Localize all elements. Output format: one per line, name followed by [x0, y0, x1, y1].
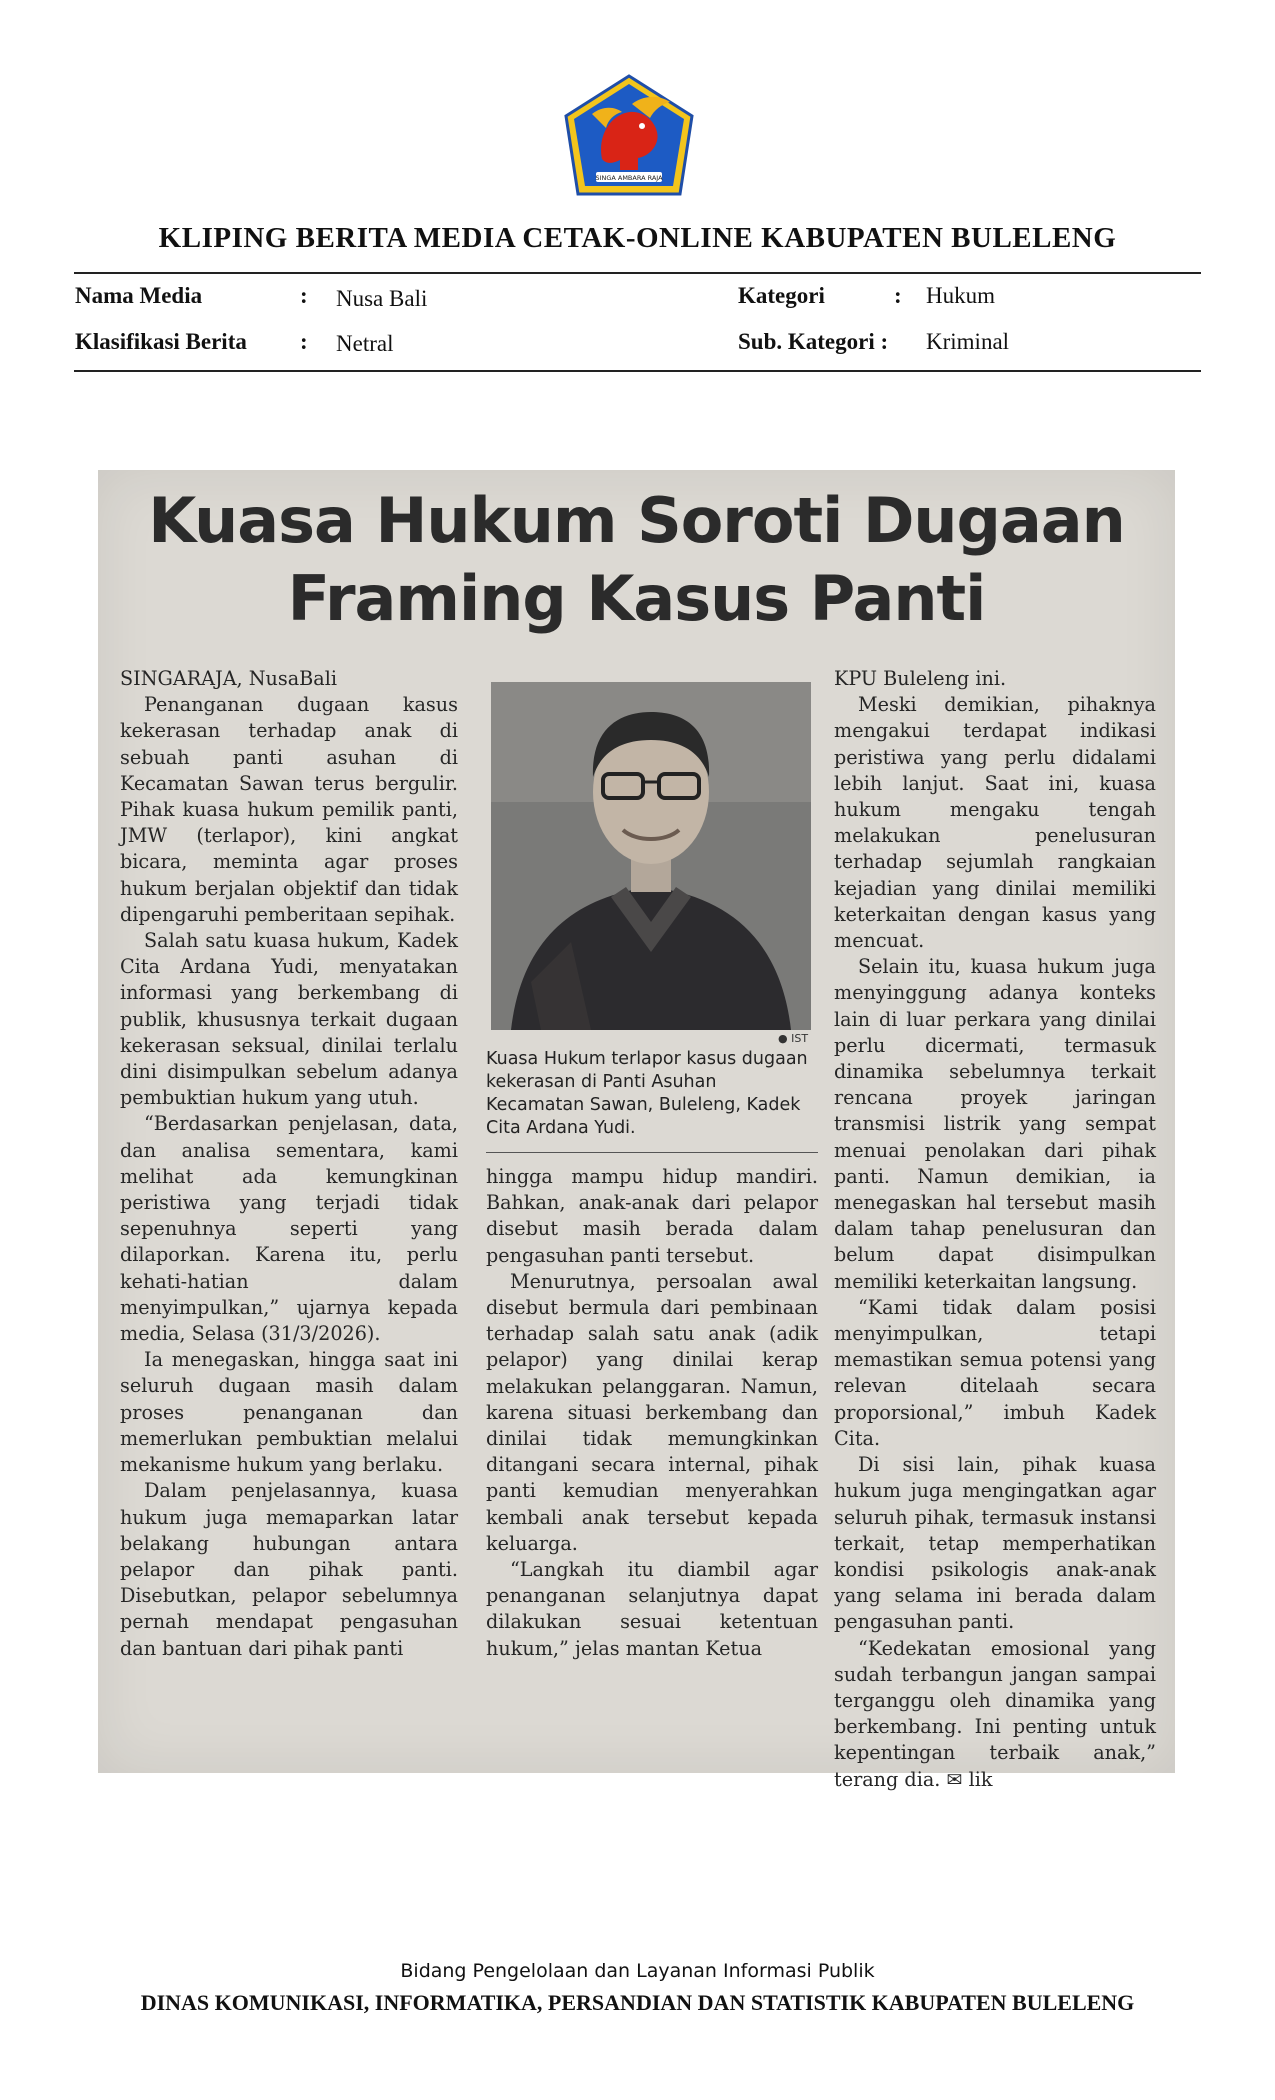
paragraph: Selain itu, kuasa hukum juga menyinggung adanya konteks lain di luar perkara yang dinilai perlu dicermati, termasuk dinamika sebelumnya terkait rencana proyek jaringan transmisi listrik yang sempat menuai penolakan dari pihak panti. Namun demikian, ia menegaskan hal tersebut masih dalam tahap penelusuran dan belum dapat disimpulkan memiliki keterkaitan langsung. — [834, 955, 1156, 1293]
paragraph: KPU Buleleng ini. — [834, 667, 1007, 690]
headline-line-2: Framing Kasus Panti — [287, 562, 986, 635]
nama-media-value: Nusa Bali — [336, 286, 428, 311]
buleleng-logo-icon — [562, 74, 696, 198]
paragraph: “Langkah itu diambil agar penanganan selanjutnya dapat dilakukan sesuai ketentuan hukum,” jelas mantan Ketua — [486, 1558, 818, 1660]
article-column-1 — [120, 666, 458, 1662]
footer-agency: DINAS KOMUNIKASI, INFORMATIKA, PERSANDIAN DAN STATISTIK KABUPATEN BULELENG — [140, 1990, 1135, 2015]
dateline: SINGARAJA, NusaBali — [120, 667, 337, 690]
paragraph: Meski demikian, pihaknya mengakui terdapat indikasi peristiwa yang perlu didalami lebih lanjut. Saat ini, kuasa hukum mengaku tengah melakukan penelusuran terhadap sejumlah rangkaian kejadian yang dinilai memiliki keterkaitan dengan kasus yang mencuat. — [834, 693, 1156, 953]
paragraph: “Berdasarkan penjelasan, data, dan analisa sementara, kami melihat ada kemungkinan peristiwa yang terjadi tidak sepenuhnya seperti yang dilaporkan. Karena itu, perlu kehati-hatian dalam menyimpulkan,” ujarnya kepada media, Selasa (31/3/2026). — [120, 1112, 458, 1346]
paragraph: “Kami tidak dalam posisi menyimpulkan, tetapi memastikan semua potensi yang relevan ditelaah secara proporsional,” imbuh Kadek Cita. — [834, 1295, 1156, 1450]
sub-kategori-value: Kriminal — [926, 329, 1010, 354]
page-title: KLIPING BERITA MEDIA CETAK-ONLINE KABUPATEN BULELENG — [158, 222, 1117, 254]
kategori-value: Hukum — [926, 283, 995, 308]
headline-line-1: Kuasa Hukum Soroti Dugaan — [148, 484, 1125, 557]
photo-caption: Kuasa Hukum terlapor kasus dugaan kekerasan di Panti Asuhan Kecamatan Sawan, Buleleng, Kadek Cita Ardana Yudi. — [486, 1049, 808, 1138]
article-column-2 — [486, 1164, 818, 1662]
paragraph: Penanganan dugaan kasus kekerasan terhadap anak di sebuah panti asuhan di Kecamatan Sawan terus bergulir. Pihak kuasa hukum pemilik panti, JMW (terlapor), kini angkat bicara, meminta agar proses hukum berjalan objektif dan tidak dipengaruhi pemberitaan sepihak. — [120, 693, 458, 926]
colon: : — [300, 329, 308, 354]
sub-kategori-label: Sub. Kategori : — [738, 329, 889, 354]
paragraph: Di sisi lain, pihak kuasa hukum juga mengingatkan agar seluruh pihak, termasuk instansi terkait, tetap memperhatikan kondisi psikologis anak-anak yang selama ini berada dalam pengasuhan panti. — [834, 1453, 1156, 1634]
article-photo — [491, 682, 811, 1030]
paragraph: Ia menegaskan, hingga saat ini seluruh dugaan masih dalam proses penanganan dan memerlukan pembuktian melalui mekanisme hukum yang berlaku. — [120, 1348, 458, 1477]
photo-credit: ● IST — [778, 1032, 809, 1045]
paragraph: Menurutnya, persoalan awal disebut bermula dari pembinaan terhadap salah satu anak (adik pelapor) yang dinilai kerap melakukan pelanggaran. Namun, karena situasi berkembang dan dinilai tidak memungkinkan ditangani secara internal, pihak panti kemudian menyerahkan kembali anak tersebut kepada keluarga. — [486, 1269, 818, 1555]
paragraph: “Kedekatan emosional yang sudah terbangun jangan sampai terganggu oleh dinamika yang berkembang. Ini penting untuk kepentingan terbaik anak,” terang dia. ✉ lik — [834, 1636, 1156, 1791]
paragraph: hingga mampu hidup mandiri. Bahkan, anak-anak dari pelapor disebut masih berada dalam pengasuhan panti tersebut. — [486, 1165, 818, 1267]
svg-text:SINGA AMBARA RAJA: SINGA AMBARA RAJA — [595, 174, 663, 182]
kategori-label: Kategori — [738, 283, 825, 308]
paragraph: Salah satu kuasa hukum, Kadek Cita Ardana Yudi, menyatakan informasi yang berkembang di publik, khususnya terkait dugaan kekerasan seksual, dinilai terlalu dini disimpulkan sebelum adanya pembuktian hukum yang utuh. — [120, 929, 458, 1110]
header-rule-top — [74, 272, 1201, 274]
nama-media-label: Nama Media — [75, 283, 203, 308]
klasifikasi-label: Klasifikasi Berita — [75, 329, 247, 354]
newspaper-clipping — [98, 470, 1175, 1791]
colon: : — [894, 283, 902, 308]
paragraph: Dalam penjelasannya, kuasa hukum juga memaparkan latar belakang hubungan antara pelapor dan pihak panti. Disebutkan, pelapor sebelumnya pernah mendapat pengasuhan dan bantuan dari pihak panti — [120, 1479, 458, 1660]
header-rule-bottom — [74, 370, 1201, 372]
klasifikasi-value: Netral — [336, 331, 394, 356]
caption-divider — [486, 1152, 818, 1153]
article-column-3 — [834, 666, 1156, 1793]
colon: : — [300, 283, 308, 308]
footer-department: Bidang Pengelolaan dan Layanan Informasi Publik — [400, 1960, 875, 1982]
